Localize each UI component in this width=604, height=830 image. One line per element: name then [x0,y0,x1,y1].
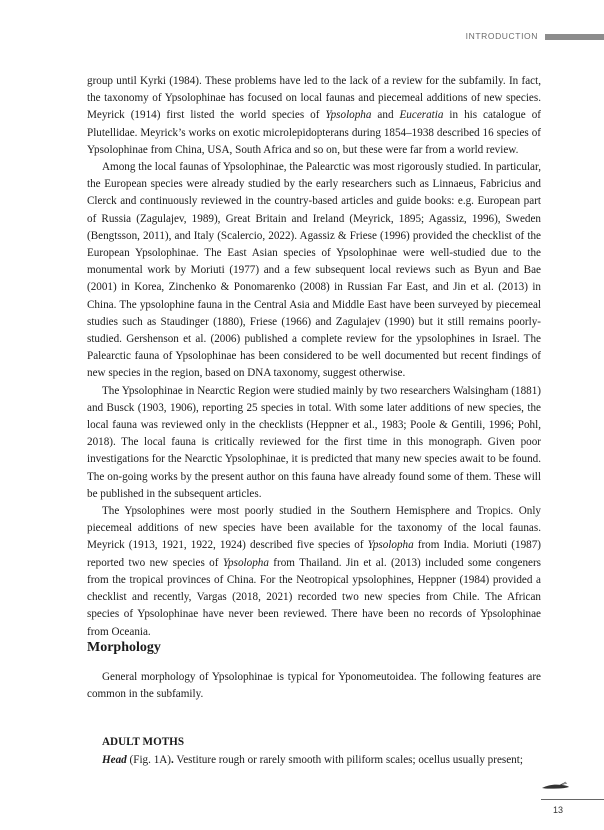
morphology-intro: General morphology of Ypsolophinae is typical for Yponomeutoidea. The following features are common in the subfamily. [87,671,541,701]
section-header: INTRODUCTION [465,31,538,41]
running-header [0,30,604,46]
paragraph [87,383,541,503]
text-run: group until Kyrki (1984). These problems have led to the lack of a review for the subfamily. In fact, the taxonomy of Ypsolophinae has focused on local faunas and piecemeal additions of new species. Meyrick (1914) first listed the world species of [87,75,541,122]
italic-term: Ypsolopha [222,556,269,569]
introduction-text [87,73,541,641]
text-run: and [371,109,400,122]
italic-term: Ypsolopha [325,109,372,122]
paragraph [87,159,541,383]
text-run: The Ypsolophinae in Nearctic Region were studied mainly by two researchers Walsingham (1881) and Busck (1903, 1906), reporting 25 species in total. With some later additions of new species, the local fauna was reviewed only in the checklists (Heppner et al., 1983; Poole & Gentili, 1996; Pohl, 2018). The local fauna is critically reviewed for the first time in this monograph. Given poor investigations for the Nearctic Ypsolophinae, it is predicted that many new species await to be found. The on-going works by the present author on this fauna have already found some of them. These will be published in the subsequent articles. [87,384,541,500]
text-run: from India. Moriuti (1987) reported two new species of [87,539,542,569]
subheading: ADULT MOTHS [102,736,185,748]
head-text: Vestiture rough or rarely smooth with piliform scales; ocellus usually present; [173,754,523,766]
italic-term: Euceratia [399,109,444,122]
paragraph [87,503,541,641]
italic-term: Ypsolopha [367,539,414,552]
text-run: Among the local faunas of Ypsolophinae, the Palearctic was most rigorously studied. In particular, the European species were already studied by the early researchers such as Linnaeus, Fabricius and Clerck and continuously reviewed in the country-based articles and guide books: e.g. European part of Russia (Zagulajev, 1989), Great Britain and Ireland (Meyrick, 1895; Agassiz, 1996), Sweden (Bengtsson, 2011), and Italy (Scalercio, 2022). Agassiz & Friese (1996) provided the checklist of the European Ypsolophinae. The East Asian species of Ypsolophinae were well-studied due to the monumental work by Moriuti (1977) and a few subsequent local reviews such as Byun and Bae (2001) in Korea, Zinchenko & Ponomarenko (2008) in Russian Far East, and Jin et al. (2013) in China. The ypsolophine fauna in the Central Asia and Middle East have been surveyed by piecemeal studies such as Staudinger (1880), Friese (1966) and Zagulajev (1990) but it still remains poorly-studied. Gershenson et al. (2006) published a complete review for the ypsolophines in Israel. The Palearctic fauna of Ypsolophinae has been considered to be well documented but recent findings of new species in the region, based on DNA taxonomy, suggest otherwise. [87,161,541,380]
text-run: from Thailand. Jin et al. (2013) included some congeners from the tropical provinces of China. For the Neotropical ypsolophines, Heppner (1984) provided a checklist and recently, Vargas (2018, 2021) recorded two new species from Chile. The African species of Ypsolophinae have never been reviewed. There have been no records of Ypsolophinae from Oceania. [87,556,541,638]
text-run: The Ypsolophines were most poorly studied in the Southern Hemisphere and Tropics. Only piecemeal additions of new species have been available for the taxonomy of the local faunas. Meyrick (1913, 1921, 1922, 1924) described five species of [87,505,541,552]
moth-silhouette-icon [540,779,570,793]
header-bar [545,34,604,40]
section-title: Morphology [87,640,161,655]
head-paragraph [87,752,541,769]
footer-rule [541,799,604,800]
text-run: in his catalogue of Plutellidae. Meyrick’s works on exotic microlepidopterans during 1854–1938 described 16 species of Ypsolophinae from China, USA, South Africa and so on, but these were far from a world review. [87,109,541,156]
paragraph [87,73,541,159]
page-number: 13 [553,805,564,815]
head-ref: (Fig. 1A) [126,754,172,766]
head-dot: . [171,754,174,766]
head-label: Head [102,754,127,766]
